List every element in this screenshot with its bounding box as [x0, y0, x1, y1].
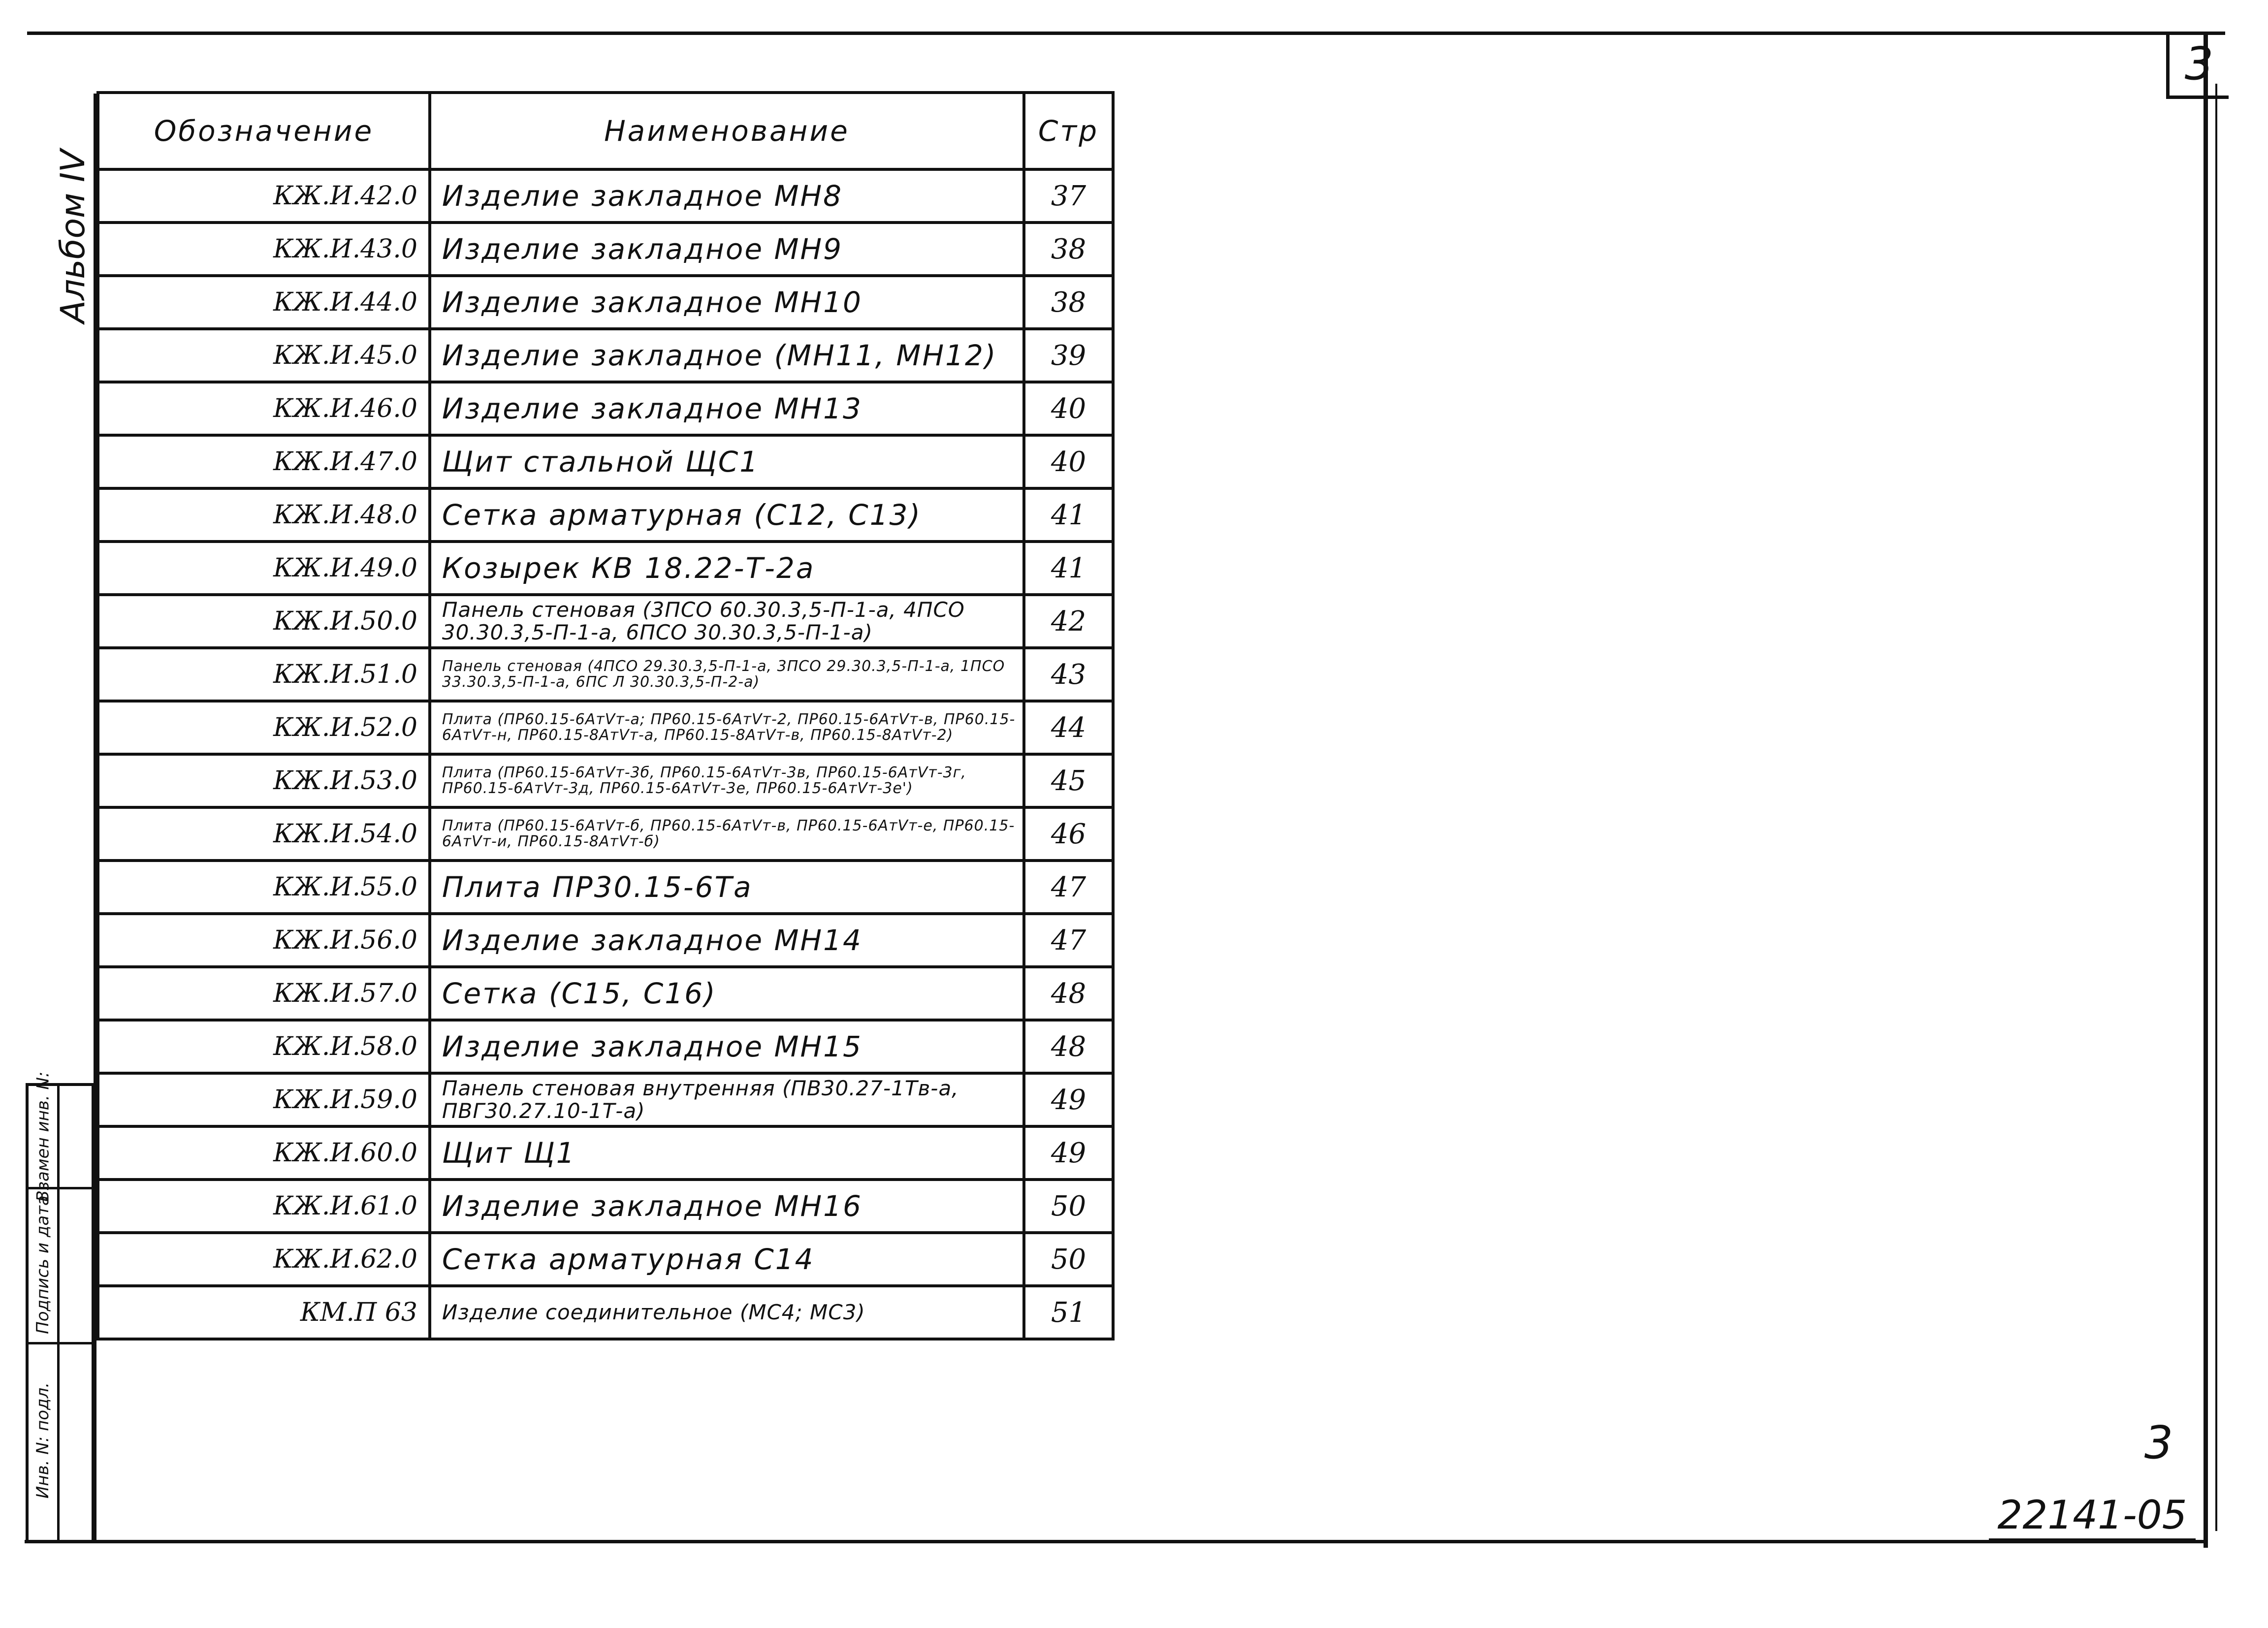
table-row	[98, 329, 1113, 382]
table-row	[98, 276, 1113, 329]
row-code: КЖ.И.58.0	[98, 1020, 430, 1073]
table-row	[98, 223, 1113, 276]
row-page: 39	[1024, 329, 1113, 382]
footer-sheet-number: 3	[2144, 1416, 2173, 1469]
row-name: Сетка (С15, С16)	[430, 967, 1024, 1020]
row-page: 44	[1024, 701, 1113, 754]
row-page: 50	[1024, 1180, 1113, 1233]
table-row	[98, 435, 1113, 488]
row-page: 42	[1024, 595, 1113, 648]
row-page: 38	[1024, 276, 1113, 329]
frame-right-line	[2204, 32, 2208, 1548]
table-row	[98, 1180, 1113, 1233]
table-row	[98, 1286, 1113, 1339]
row-code: КМ.П 63	[98, 1286, 430, 1339]
row-code: КЖ.И.48.0	[98, 488, 430, 542]
row-name: Щит стальной ЩС1	[430, 435, 1024, 488]
row-code: КЖ.И.47.0	[98, 435, 430, 488]
row-name: Изделие соединительное (МС4; МС3)	[430, 1286, 1024, 1339]
stamp-column-divider	[57, 1086, 60, 1540]
table-row	[98, 1020, 1113, 1073]
header-code: Обозначение	[98, 93, 430, 169]
row-name: Плита ПР30.15-6Та	[430, 861, 1024, 914]
row-page: 48	[1024, 1020, 1113, 1073]
frame-right-inner-line	[2215, 84, 2217, 1531]
stamp-label-replacement: Взамен инв. N:	[33, 1071, 53, 1202]
row-code: КЖ.И.50.0	[98, 595, 430, 648]
sheet-number-top: 3	[2184, 37, 2214, 90]
table-row	[98, 807, 1113, 861]
row-code: КЖ.И.44.0	[98, 276, 430, 329]
row-code: КЖ.И.45.0	[98, 329, 430, 382]
row-code: КЖ.И.51.0	[98, 648, 430, 701]
table-row	[98, 754, 1113, 807]
table-row	[98, 382, 1113, 435]
row-name: Панель стеновая (4ПСО 29.30.3,5-П-1-а, 3ПСО 29.30.3,5-П-1-а, 1ПСО 33.30.3,5-П-1-а, 6ПС Л 30.30.3,5-П-2-а)	[430, 648, 1024, 701]
table-row	[98, 169, 1113, 223]
row-code: КЖ.И.49.0	[98, 542, 430, 595]
row-name: Изделие закладное МН16	[430, 1180, 1024, 1233]
row-name: Изделие закладное МН8	[430, 169, 1024, 223]
row-code: КЖ.И.62.0	[98, 1233, 430, 1286]
row-page: 45	[1024, 754, 1113, 807]
row-code: КЖ.И.43.0	[98, 223, 430, 276]
row-page: 51	[1024, 1286, 1113, 1339]
row-code: КЖ.И.57.0	[98, 967, 430, 1020]
row-code: КЖ.И.42.0	[98, 169, 430, 223]
row-page: 47	[1024, 861, 1113, 914]
row-page: 49	[1024, 1126, 1113, 1180]
row-name: Панель стеновая (3ПСО 60.30.3,5-П-1-а, 4ПСО 30.30.3,5-П-1-а, 6ПСО 30.30.3,5-П-1-а)	[430, 595, 1024, 648]
row-code: КЖ.И.56.0	[98, 914, 430, 967]
album-label: Альбом IV	[53, 149, 93, 323]
header-page: Стр	[1024, 93, 1113, 169]
header-name: Наименование	[430, 93, 1024, 169]
stamp-cell-signature	[29, 1187, 57, 1342]
row-page: 40	[1024, 435, 1113, 488]
stamp-cell-inventory	[29, 1342, 57, 1539]
row-name: Изделие закладное МН15	[430, 1020, 1024, 1073]
row-page: 50	[1024, 1233, 1113, 1286]
row-code: КЖ.И.61.0	[98, 1180, 430, 1233]
row-name: Изделие закладное МН10	[430, 276, 1024, 329]
row-code: КЖ.И.53.0	[98, 754, 430, 807]
row-page: 41	[1024, 488, 1113, 542]
table-row	[98, 595, 1113, 648]
row-code: КЖ.И.59.0	[98, 1073, 430, 1126]
table-row	[98, 1233, 1113, 1286]
row-code: КЖ.И.54.0	[98, 807, 430, 861]
row-name: Козырек КВ 18.22-Т-2а	[430, 542, 1024, 595]
row-code: КЖ.И.52.0	[98, 701, 430, 754]
row-page: 38	[1024, 223, 1113, 276]
row-name: Изделие закладное МН13	[430, 382, 1024, 435]
stamp-label-signature: Подпись и дата	[33, 1195, 53, 1334]
table-header-row	[98, 93, 1113, 169]
row-page: 48	[1024, 967, 1113, 1020]
frame-top-line	[27, 32, 2225, 35]
row-code: КЖ.И.55.0	[98, 861, 430, 914]
row-code: КЖ.И.60.0	[98, 1126, 430, 1180]
row-name: Плита (ПР60.15-6АтVт-а; ПР60.15-6АтVт-2, ПР60.15-6АтVт-в, ПР60.15-6АтVт-н, ПР60.15-8АтVт-а, ПР60.15-8АтVт-в, ПР60.15-8АтVт-2)	[430, 701, 1024, 754]
approval-stamp	[26, 1071, 95, 1543]
table-row	[98, 914, 1113, 967]
row-name: Щит Щ1	[430, 1126, 1024, 1180]
sheet-number-box	[2166, 32, 2229, 99]
row-page: 40	[1024, 382, 1113, 435]
row-page: 47	[1024, 914, 1113, 967]
table-row	[98, 701, 1113, 754]
row-page: 41	[1024, 542, 1113, 595]
row-name: Сетка арматурная С14	[430, 1233, 1024, 1286]
row-name: Изделие закладное МН14	[430, 914, 1024, 967]
row-name: Изделие закладное (МН11, МН12)	[430, 329, 1024, 382]
row-code: КЖ.И.46.0	[98, 382, 430, 435]
table-row	[98, 1126, 1113, 1180]
table-row	[98, 542, 1113, 595]
table-row	[98, 861, 1113, 914]
row-name: Плита (ПР60.15-6АтVт-3б, ПР60.15-6АтVт-3в, ПР60.15-6АтVт-3г, ПР60.15-6АтVт-3д, ПР60.15-6АтVт-3е, ПР60.15-6АтVт-3е')	[430, 754, 1024, 807]
table-row	[98, 1073, 1113, 1126]
row-name: Изделие закладное МН9	[430, 223, 1024, 276]
footer-inventory-number: 22141-05	[1989, 1492, 2196, 1541]
row-page: 46	[1024, 807, 1113, 861]
table-row	[98, 967, 1113, 1020]
row-page: 49	[1024, 1073, 1113, 1126]
stamp-cell-replacement	[29, 1071, 57, 1202]
frame-bottom-line	[25, 1540, 2206, 1543]
table-row	[98, 488, 1113, 542]
row-name: Сетка арматурная (С12, С13)	[430, 488, 1024, 542]
row-name: Панель стеновая внутренняя (ПВ30.27-1Тв-а, ПВГ30.27.10-1Т-а)	[430, 1073, 1024, 1126]
row-page: 43	[1024, 648, 1113, 701]
row-page: 37	[1024, 169, 1113, 223]
drawing-index-table	[96, 91, 1115, 1341]
stamp-label-inventory: Инв. N: подл.	[33, 1382, 53, 1499]
table-row	[98, 648, 1113, 701]
row-name: Плита (ПР60.15-6АтVт-б, ПР60.15-6АтVт-в, ПР60.15-6АтVт-е, ПР60.15-6АтVт-и, ПР60.15-8АтVт-б)	[430, 807, 1024, 861]
